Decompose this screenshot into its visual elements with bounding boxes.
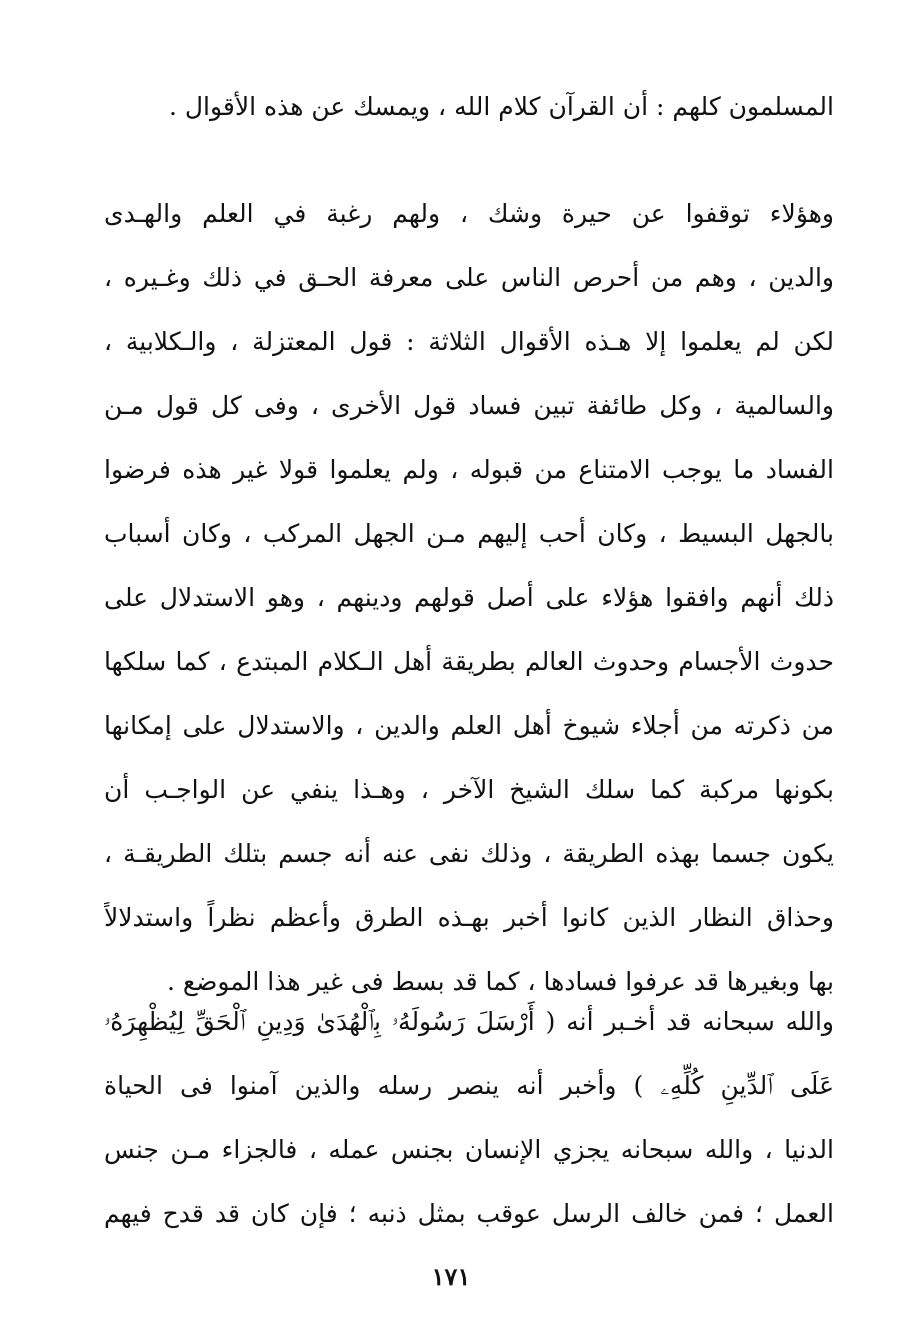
paragraph-main	[104, 182, 834, 1014]
paragraph-continuation	[104, 75, 834, 139]
text-line: يكون جسما بهذه الطريقة ، وذلك نفى عنه أنه جسم بتلك الطريقـة ،	[104, 839, 834, 868]
text-line: العمل ؛ فمن خالف الرسل عوقب بمثل ذنبه ؛ فإن كان قد قدح فيهم	[104, 1199, 834, 1228]
text-line: حدوث الأجسام وحدوث العالم بطريقة أهل الـكلام المبتدع ، كما سلكها	[104, 647, 834, 676]
text-line: وهؤلاء توقفوا عن حيرة وشك ، ولهم رغبة في العلم والهـدى	[104, 199, 834, 228]
text-line: بها وبغيرها قد عرفوا فسادها ، كما قد بسط فى غير هذا الموضع .	[166, 967, 834, 996]
text-line: من ذكرته من أجلاء شيوخ أهل العلم والدين ، والاستدلال على إمكانها	[104, 711, 834, 740]
text-line-with-quran-verse: عَلَى ٱلدِّينِ كُلِّهِۦ ) وأخبر أنه ينصر رسله والذين آمنوا فى الحياة	[104, 1071, 834, 1100]
text-line: الفساد ما يوجب الامتناع من قبوله ، ولم يعلموا قولا غير هذه فرضوا	[104, 455, 834, 484]
text-line: بالجهل البسيط ، وكان أحب إليهم مـن الجهل المركب ، وكان أسباب	[104, 519, 834, 548]
text-line: وحذاق النظار الذين كانوا أخبر بهـذه الطرق وأعظم نظراً واستدلالاً	[104, 903, 834, 932]
text-line: والسالمية ، وكل طائفة تبين فساد قول الأخرى ، وفى كل قول مـن	[104, 391, 834, 420]
page-number: ١٧١	[431, 1262, 471, 1291]
text-line: الدنيا ، والله سبحانه يجزي الإنسان بجنس عمله ، فالجزاء مـن جنس	[104, 1135, 834, 1164]
text-line: ذلك أنهم وافقوا هؤلاء على أصل قولهم ودينهم ، وهو الاستدلال على	[104, 583, 834, 612]
text-line: والدين ، وهم من أحرص الناس على معرفة الحـق في ذلك وغـيره ،	[104, 263, 834, 292]
text-line: لكن لم يعلموا إلا هـذه الأقوال الثلاثة : قول المعتزلة ، والـكلابية ،	[104, 327, 834, 356]
paragraph-quran-reference	[104, 990, 834, 1246]
text-line: المسلمون كلهم : أن القرآن كلام الله ، ويمسك عن هذه الأقوال .	[168, 92, 834, 121]
text-line: بكونها مركبة كما سلك الشيخ الآخر ، وهـذا ينفي عن الواجـب أن	[104, 775, 834, 804]
text-line-with-quran-verse: والله سبحانه قد أخـبر أنه ( أَرْسَلَ رَسُولَهُۥ بِٱلْهُدَىٰ وَدِينِ ٱلْحَقِّ لِيُظْهِرَهُۥ	[104, 1007, 834, 1036]
